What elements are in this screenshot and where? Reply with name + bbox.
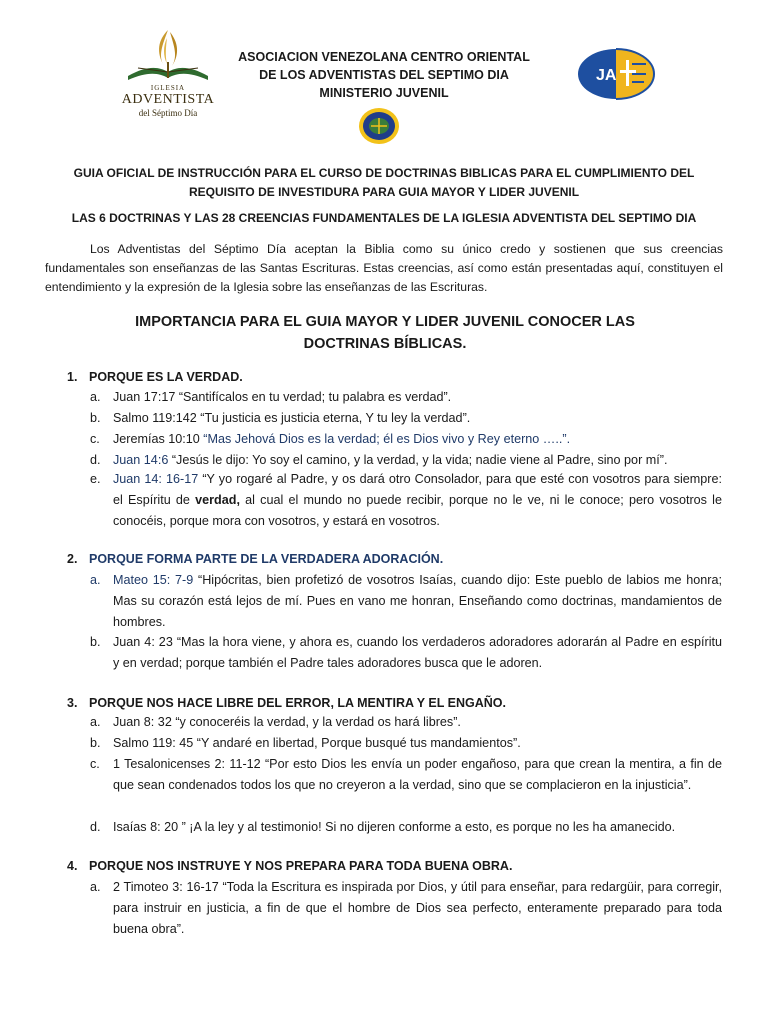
section-title: PORQUE ES LA VERDAD. [89,370,243,384]
section-number: 1. [67,370,78,384]
org-line-2: DE LOS ADVENTISTAS DEL SEPTIMO DIA [259,68,509,82]
item-letter: b. [90,635,101,649]
logo-label-iglesia: IGLESIA [150,84,186,92]
list-item [90,754,722,796]
list-item [90,469,722,532]
list-item [90,733,722,754]
scripture-reference: Salmo 119:142 [113,411,197,425]
section-heading [67,370,243,384]
doctrines-title: LAS 6 DOCTRINAS Y LAS 28 CREENCIAS FUNDAMENTALES DE LA IGLESIA ADVENTISTA DEL SEPTIMO DIA [71,211,697,225]
scripture-reference: Isaías 8: 20 [113,820,179,834]
item-letter: a. [90,573,101,587]
scripture-quote: “Toda la Escritura es inspirada por Dios, y útil para enseñar, para redargüir, para corregir, para instruir en justicia, a fin de que el hombre de Dios sea perfecto, enteramente preparado para toda buena obra”. [113,880,722,936]
item-letter: b. [90,736,101,750]
scripture-quote: “Mas Jehová Dios es la verdad; él es Dios vivo y Rey eterno …..”. [199,432,571,446]
item-letter: e. [90,472,101,486]
item-letter: d. [90,453,101,467]
list-item [90,632,722,674]
section-heading [67,552,443,566]
section-number: 2. [67,552,78,566]
scripture-quote-end: al cual el mundo no puede recibir, porque no le ve, ni le conoce; pero vosotros le conocéis, porque mora con vosotros, y estará en vosotros. [113,493,722,528]
section-title: PORQUE NOS INSTRUYE Y NOS PREPARA PARA TODA BUENA OBRA. [89,859,513,873]
section-heading [67,696,506,710]
section-number: 4. [67,859,78,873]
org-line-1: ASOCIACION VENEZOLANA CENTRO ORIENTAL [238,50,530,64]
ja-youth-logo [576,48,656,100]
list-item [90,387,722,408]
item-letter: a. [90,880,101,894]
scripture-quote: “Y andaré en libertad, Porque busqué tus mandamientos”. [193,736,521,750]
ja-logo-icon [576,48,656,100]
list-item [90,570,722,633]
list-item [90,408,722,429]
list-item [90,450,722,471]
scripture-reference: Juan 14:6 [113,453,169,467]
section-number: 3. [67,696,78,710]
scripture-quote-start: “Y yo rogaré al Padre, y os dará otro Consolador, para que esté con vosotros para siempre: el Espíritu de [113,472,722,507]
scripture-quote: “Jesús le dijo: Yo soy el camino, y la verdad, y la vida; nadie viene al Padre, sino por mí”. [168,453,668,467]
item-letter: c. [90,757,100,771]
scripture-reference: Juan 4: 23 [113,635,173,649]
organization-header [200,48,568,102]
intro-paragraph: Los Adventistas del Séptimo Día aceptan la Biblia como su único credo y sostienen que sus creencias fundamentales son enseñanzas de las Santas Escrituras. Estas creencias, así como están presentadas aquí, constituyen el entendimiento y la expresión de la Iglesia sobre las enseñanzas de las Escrituras. [45,242,723,294]
scripture-reference: 1 Tesalonicenses 2: 11-12 [113,757,261,771]
list-item [90,712,722,733]
scripture-reference: Jeremías 10:10 [113,432,200,446]
item-letter: a. [90,390,101,404]
org-line-3: MINISTERIO JUVENIL [319,86,449,100]
list-item [90,817,722,838]
master-guide-emblem [356,106,402,146]
section-title: PORQUE FORMA PARTE DE LA VERDADERA ADORACIÓN. [89,552,444,566]
scripture-quote: “Mas la hora viene, y ahora es, cuando los verdaderos adoradores adorarán al Padre en espíritu y en verdad; porque también el Padre tales adoradores busca que le adoren. [113,635,722,670]
emblem-icon [356,106,402,146]
item-letter: a. [90,715,101,729]
scripture-quote: “Por esto Dios les envía un poder engañoso, para que crean la mentira, a fin de que sean condenados todos los que no creyeron a la verdad, sino que se complacieron en la injusticia”. [113,757,722,792]
importance-heading: IMPORTANCIA PARA EL GUIA MAYOR Y LIDER JUVENIL CONOCER LAS DOCTRINAS BÍBLICAS. [135,314,635,352]
scripture-quote: “y conoceréis la verdad, y la verdad os hará libres”. [171,715,461,729]
section-heading [67,859,512,873]
guide-title: GUIA OFICIAL DE INSTRUCCIÓN PARA EL CURSO DE DOCTRINAS BIBLICAS PARA EL CUMPLIMIENTO DEL REQUISITO DE INVESTIDURA PARA GUIA MAYOR Y LIDER JUVENIL [73,166,695,199]
section-title: PORQUE NOS HACE LIBRE DEL ERROR, LA MENTIRA Y EL ENGAÑO. [89,696,506,710]
item-letter: d. [90,820,101,834]
scripture-reference: Mateo 15: 7-9 [113,573,194,587]
logo-label-septimo-dia: del Séptimo Día [138,108,198,118]
item-letter: c. [90,432,100,446]
scripture-quote: “Hipócritas, bien profetizó de vosotros Isaías, cuando dijo: Este pueblo de labios me honra; Mas su corazón está lejos de mí. Pues en vano me honran, Enseñando como doctrinas, mandamientos de hombres. [113,573,722,629]
scripture-quote: ” ¡A la ley y al testimonio! Si no dijeren conforme a esto, es porque no les ha amanecido. [178,820,676,834]
logo-label-adventista: ADVENTISTA [121,92,215,107]
scripture-quote-emphasis: verdad, [195,493,240,507]
scripture-reference: Salmo 119: 45 [113,736,194,750]
list-item [90,429,722,450]
item-letter: b. [90,411,101,425]
list-item [90,877,722,940]
scripture-reference: Juan 17:17 [113,390,176,404]
scripture-reference: Juan 14: 16-17 [113,472,199,486]
scripture-reference: Juan 8: 32 [113,715,172,729]
ja-logo-text: JA [596,67,617,84]
scripture-reference: 2 Timoteo 3: 16-17 [113,880,219,894]
scripture-quote: “Tu justicia es justicia eterna, Y tu ley la verdad”. [196,411,471,425]
scripture-quote: “Santifícalos en tu verdad; tu palabra es verdad”. [175,390,452,404]
